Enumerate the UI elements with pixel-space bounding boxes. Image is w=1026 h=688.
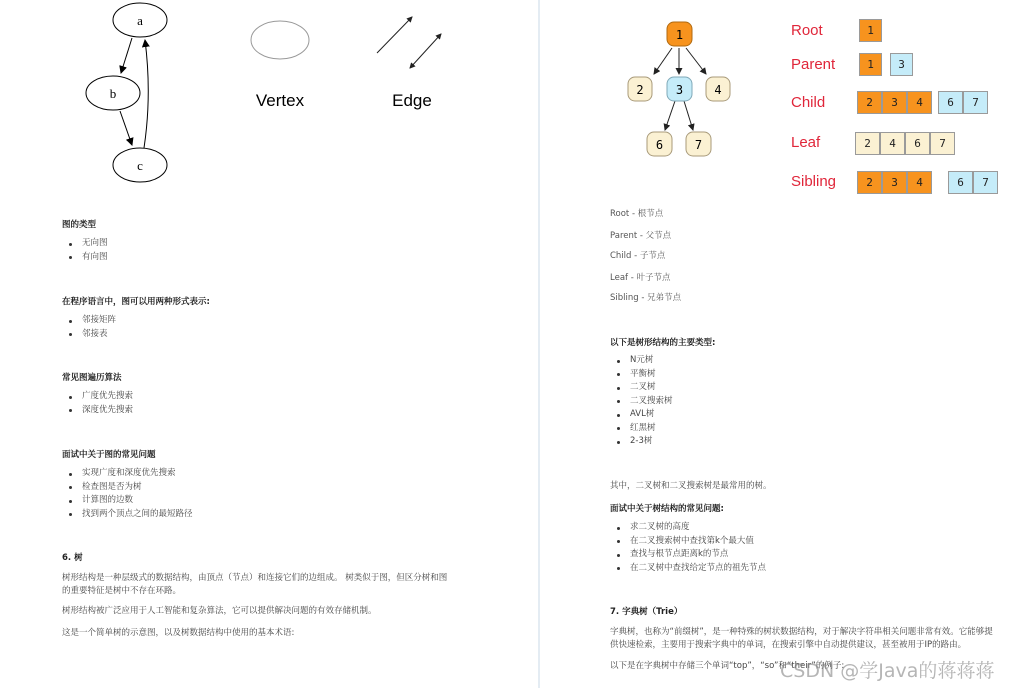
tree-interview-list [608, 521, 766, 575]
svg-text:6: 6 [655, 138, 664, 152]
list-item: 深度优先搜索 [60, 404, 133, 418]
representation-list [60, 314, 116, 341]
list-item: 二叉树 [608, 381, 673, 395]
list-item: 计算图的边数 [60, 494, 193, 508]
list-item: 红黑树 [608, 422, 673, 436]
term-box: 6 [948, 171, 973, 194]
list-item: N元树 [608, 354, 673, 368]
tree-section-heading: 6. 树 [62, 553, 83, 563]
list-item: AVL树 [608, 408, 673, 422]
trie-para1-line2: 供快速检索，主要用于搜索字典中的单词，在搜索引擎中自动提供建议，甚至被用于IP的路由。 [610, 640, 967, 650]
representation-heading: 在程序语言中，图可以用两种形式表示: [62, 297, 210, 307]
traversal-heading: 常见图遍历算法 [62, 373, 122, 383]
graph-types-list [60, 237, 108, 264]
tree-para1-line1: 树形结构是一种层级式的数据结构，由顶点（节点）和连接它们的边组成。 树类似于图，但区分树和图 [62, 573, 448, 583]
list-item: 找到两个顶点之间的最短路径 [60, 508, 193, 522]
term-child-label: Child [791, 94, 826, 111]
list-item: 二叉搜索树 [608, 395, 673, 409]
tree-para3: 这是一个简单树的示意图，以及树数据结构中使用的基本术语: [62, 628, 295, 638]
term-text-parent: Parent - 父节点 [610, 231, 672, 241]
term-box: 1 [859, 19, 882, 42]
tree-interview-heading: 面试中关于树结构的常见问题: [610, 504, 724, 514]
graph-types-heading: 图的类型 [62, 220, 97, 230]
graph-interview-list [60, 467, 193, 521]
term-text-root: Root - 根节点 [610, 209, 664, 219]
term-box: 3 [882, 171, 907, 194]
graph-interview-heading: 面试中关于图的常见问题 [62, 450, 156, 460]
list-item: 邻接矩阵 [60, 314, 116, 328]
svg-text:c: c [137, 158, 143, 173]
list-item: 查找与根节点距离k的节点 [608, 548, 766, 562]
term-text-sibling: Sibling - 兄弟节点 [610, 293, 682, 303]
list-item: 平衡树 [608, 368, 673, 382]
term-box: 7 [930, 132, 955, 155]
list-item: 检查图是否为树 [60, 481, 193, 495]
term-sibling-label: Sibling [791, 173, 837, 190]
term-box: 4 [880, 132, 905, 155]
tree-types-heading: 以下是树形结构的主要类型: [610, 338, 716, 348]
term-box: 3 [882, 91, 907, 114]
term-box: 2 [855, 132, 880, 155]
trie-para1-line1: 字典树，也称为“前缀树”，是一种特殊的树状数据结构，对于解决字符串相关问题非常有效。它能够提 [610, 627, 993, 637]
svg-text:2: 2 [636, 83, 644, 97]
list-item: 实现广度和深度优先搜索 [60, 467, 193, 481]
tree-types-list [608, 354, 673, 449]
vertex-shape [251, 21, 309, 59]
list-item: 在二叉搜索树中查找第k个最大值 [608, 535, 766, 549]
list-item: 广度优先搜索 [60, 390, 133, 404]
term-text-leaf: Leaf - 叶子节点 [610, 273, 671, 283]
term-box: 4 [907, 91, 932, 114]
term-box: 4 [907, 171, 932, 194]
term-text-child: Child - 子节点 [610, 251, 666, 261]
term-box: 2 [857, 171, 882, 194]
graph-diagram [60, 0, 460, 200]
svg-text:7: 7 [694, 138, 703, 152]
term-root-label: Root [791, 22, 823, 39]
common-trees-note: 其中，二叉树和二叉搜索树是最常用的树。 [610, 481, 772, 491]
svg-text:a: a [137, 13, 143, 28]
tree-para2: 树形结构被广泛应用于人工智能和复杂算法，它可以提供解决问题的有效存储机制。 [62, 606, 377, 616]
svg-text:Edge: Edge [392, 91, 432, 110]
trie-section-heading: 7. 字典树（Trie） [610, 607, 683, 617]
csdn-watermark: CSDN @学Java的蒋蒋蒋 [780, 660, 995, 682]
svg-text:4: 4 [714, 83, 722, 97]
list-item: 求二叉树的高度 [608, 521, 766, 535]
list-item: 2-3树 [608, 435, 673, 449]
term-box: 3 [890, 53, 913, 76]
svg-text:1: 1 [675, 28, 684, 42]
list-item: 有向图 [60, 251, 108, 265]
list-item: 邻接表 [60, 328, 116, 342]
traversal-list [60, 390, 133, 417]
svg-text:Vertex: Vertex [255, 91, 305, 110]
term-box: 6 [938, 91, 963, 114]
svg-text:b: b [109, 86, 117, 101]
list-item: 在二叉树中查找给定节点的祖先节点 [608, 562, 766, 576]
list-item: 无向图 [60, 237, 108, 251]
tree-diagram [620, 10, 750, 170]
term-box: 7 [973, 171, 998, 194]
term-box: 1 [859, 53, 882, 76]
term-box: 6 [905, 132, 930, 155]
term-box: 7 [963, 91, 988, 114]
term-parent-label: Parent [791, 56, 836, 73]
svg-text:3: 3 [675, 83, 684, 97]
term-box: 2 [857, 91, 882, 114]
term-leaf-label: Leaf [791, 134, 821, 151]
trie-para2: 以下是在字典树中存储三个单词“top”，“so”和“their”的例子: [610, 661, 845, 671]
tree-para1-line2: 的重要特征是树中不存在环路。 [62, 586, 182, 596]
